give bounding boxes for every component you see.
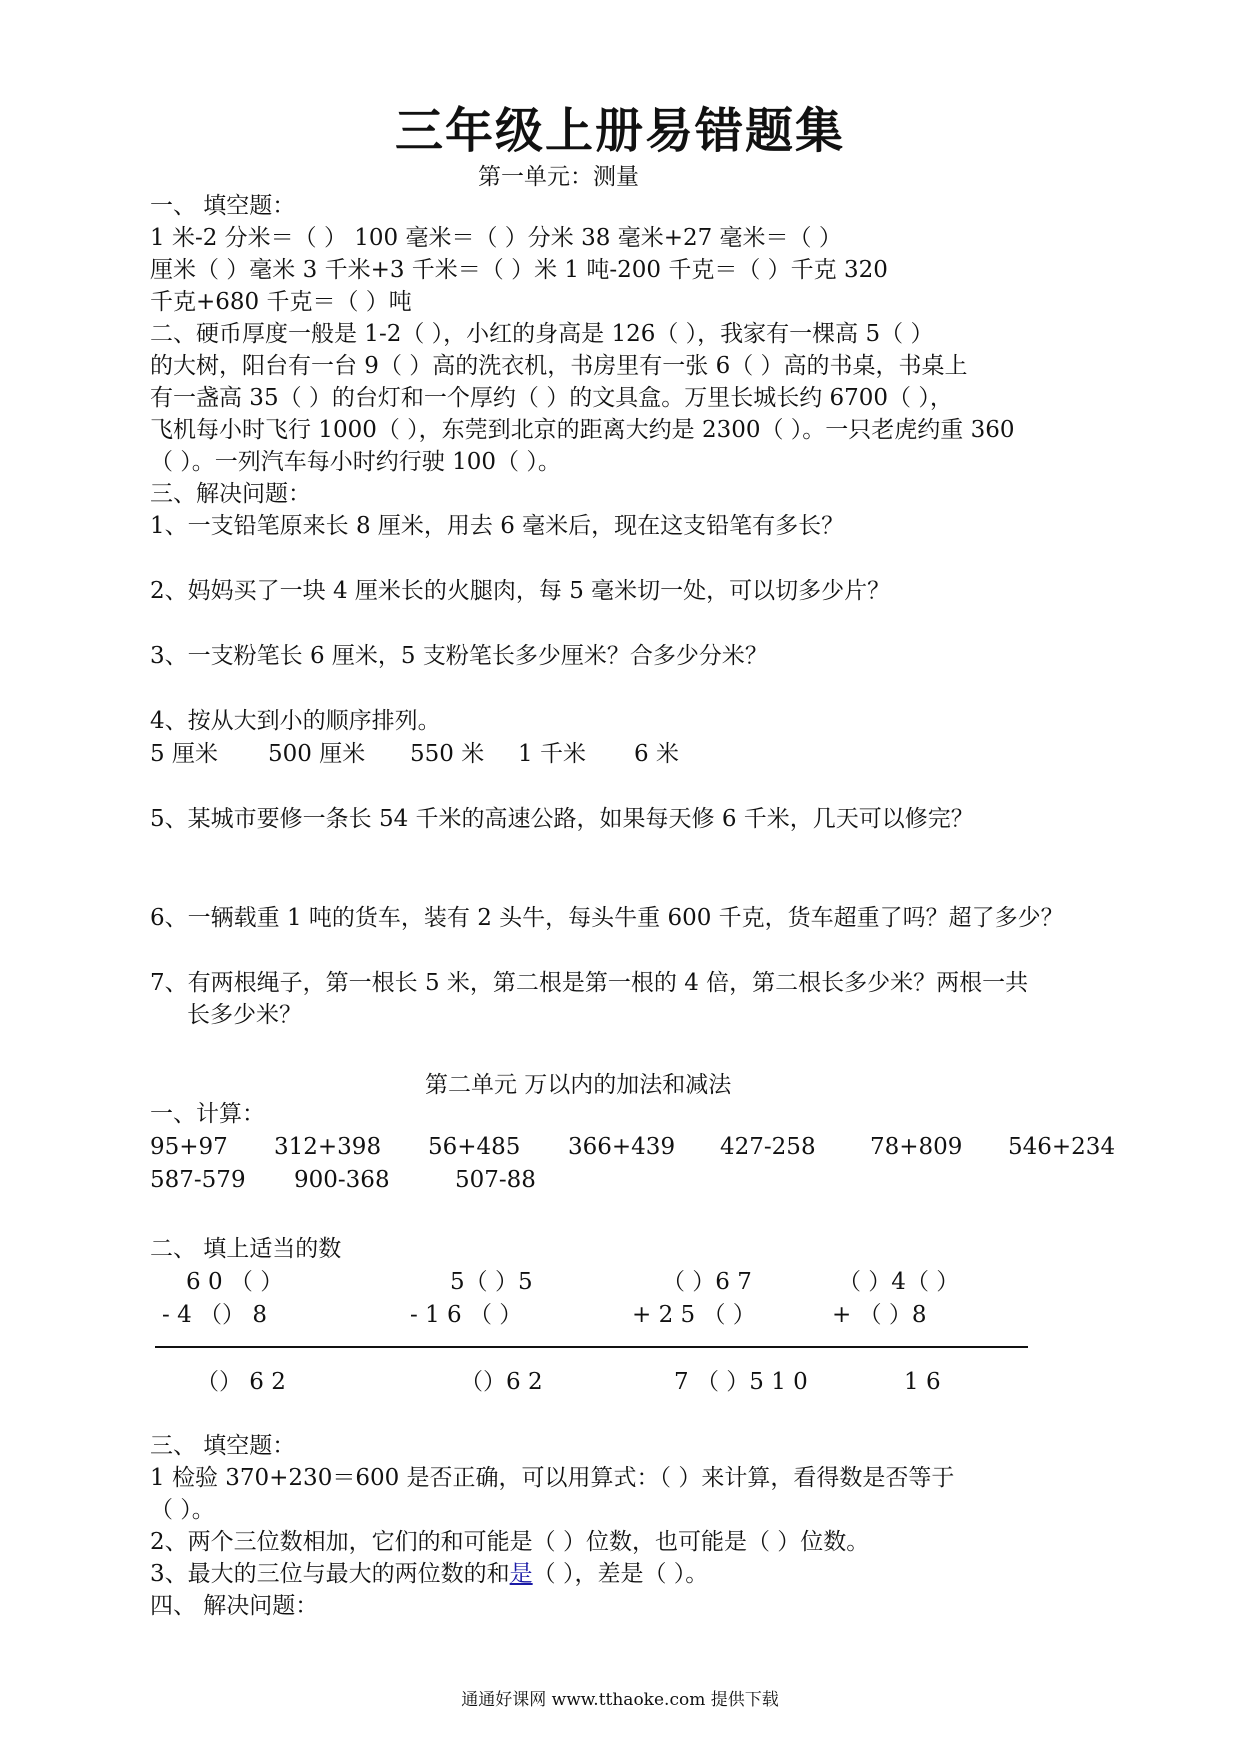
unit1-section2-line-5: （ ）。一列汽车每小时约行驶 100（ ）。 xyxy=(150,449,561,475)
vertical-calc-rule xyxy=(155,1346,1028,1348)
unit1-question-6: 6、一辆载重 1 吨的货车，装有 2 头牛，每头牛重 600 千克，货车超重了吗？超了多少？ xyxy=(150,905,1064,931)
unit1-question-1: 1、一支铅笔原来长 8 厘米，用去 6 毫米后，现在这支铅笔有多长？ xyxy=(150,513,845,539)
unit1-question-7-line-1: 7、有两根绳子，第一根长 5 米，第二根是第一根的 4 倍，第二根长多少米？两根一共 xyxy=(150,970,1029,996)
calc-item: 78+809 xyxy=(870,1134,963,1160)
unit2-fill-1-line-2: （ ）。 xyxy=(150,1497,215,1523)
calc-item: 366+439 xyxy=(568,1134,676,1160)
unit2-fill-2: 2、两个三位数相加，它们的和可能是（ ）位数，也可能是（ ）位数。 xyxy=(150,1529,870,1555)
vertical-top: （ ）4（ ） xyxy=(838,1269,960,1295)
unit1-section1-title: 一、 填空题： xyxy=(150,193,296,219)
unit1-question-7-line-2: 长多少米？ xyxy=(187,1002,302,1028)
unit1-section2-line-2: 的大树，阳台有一台 9（ ）高的洗衣机，书房里有一张 6（ ）高的书桌，书桌上 xyxy=(150,353,968,379)
unit1-fill-line-3: 千克+680 千克＝（ ）吨 xyxy=(150,289,412,315)
unit2-heading: 第二单元 万以内的加法和减法 xyxy=(425,1072,732,1098)
unit2-section3-title: 三、 填空题： xyxy=(150,1433,296,1459)
calc-item: 507-88 xyxy=(455,1167,536,1193)
unit1-section2-line-3: 有一盏高 35（ ）的台灯和一个厚约（ ）的文具盒。万里长城长约 6700（ ）， xyxy=(150,385,953,411)
unit2-fill-3-link[interactable]: 是 xyxy=(509,1561,533,1587)
vertical-top: 6 0 （ ） xyxy=(186,1269,284,1295)
order-item: 550 米 xyxy=(410,741,485,767)
vertical-middle: + 2 5 （ ） xyxy=(632,1302,756,1328)
unit1-heading: 第一单元：测量 xyxy=(478,164,639,190)
vertical-bottom: 1 6 xyxy=(904,1369,941,1395)
calc-item: 587-579 xyxy=(150,1167,246,1193)
vertical-bottom: （）6 2 xyxy=(460,1369,543,1395)
unit2-section2-title: 二、 填上适当的数 xyxy=(150,1236,342,1262)
vertical-top: 5（ ）5 xyxy=(450,1269,533,1295)
unit1-section2-line-4: 飞机每小时飞行 1000（ ），东莞到北京的距离大约是 2300（ ）。一只老虎约重 360 xyxy=(150,417,1015,443)
unit1-fill-line-1: 1 米-2 分米＝（ ） 100 毫米＝（ ）分米 38 毫米+27 毫米＝（ ） xyxy=(150,225,842,251)
vertical-bottom: （） 6 2 xyxy=(196,1369,286,1395)
order-item: 1 千米 xyxy=(518,741,586,767)
order-item: 500 厘米 xyxy=(268,741,366,767)
page-footer: 通通好课网 www.tthaoke.com 提供下载 xyxy=(461,1690,779,1710)
calc-item: 427-258 xyxy=(720,1134,816,1160)
unit2-fill-3-tail: （ ），差是（ ）。 xyxy=(532,1561,709,1587)
vertical-top: （ ）6 7 xyxy=(662,1269,752,1295)
unit2-fill-1-line-1: 1 检验 370+230＝600 是否正确，可以用算式：（ ）来计算，看得数是否等于 xyxy=(150,1465,955,1491)
unit2-section4-title: 四、 解决问题： xyxy=(150,1593,319,1619)
order-item: 5 厘米 xyxy=(150,741,218,767)
unit1-section3-title: 三、解决问题： xyxy=(150,481,311,507)
unit2-fill-3 xyxy=(150,1558,708,1591)
calc-item: 546+234 xyxy=(1008,1134,1116,1160)
order-item: 6 米 xyxy=(634,741,679,767)
unit2-section1-title: 一、计算： xyxy=(150,1101,265,1127)
vertical-middle: + （ ）8 xyxy=(832,1302,927,1328)
unit1-question-5: 5、某城市要修一条长 54 千米的高速公路，如果每天修 6 千米，几天可以修完？ xyxy=(150,806,974,832)
unit1-question-4: 4、按从大到小的顺序排列。 xyxy=(150,708,441,734)
unit1-question-3: 3、一支粉笔长 6 厘米，5 支粉笔长多少厘米？合多少分米？ xyxy=(150,643,768,669)
unit1-question-2: 2、妈妈买了一块 4 厘米长的火腿肉，每 5 毫米切一处，可以切多少片？ xyxy=(150,578,891,604)
vertical-middle: - 4 （） 8 xyxy=(162,1302,267,1328)
calc-item: 56+485 xyxy=(428,1134,521,1160)
calc-item: 900-368 xyxy=(294,1167,390,1193)
vertical-middle: - 1 6 （ ） xyxy=(410,1302,523,1328)
unit1-fill-line-2: 厘米（ ）毫米 3 千米+3 千米＝（ ）米 1 吨-200 千克＝（ ）千克 320 xyxy=(150,257,888,283)
unit2-fill-3-text: 3、最大的三位与最大的两位数的和 xyxy=(150,1561,510,1587)
document-title: 三年级上册易错题集 xyxy=(394,103,845,159)
unit1-section2-line-1: 二、硬币厚度一般是 1-2（ ），小红的身高是 126（ ），我家有一棵高 5（ ） xyxy=(150,321,934,347)
calc-item: 312+398 xyxy=(274,1134,382,1160)
vertical-bottom: 7 （ ）5 1 0 xyxy=(674,1369,808,1395)
calc-item: 95+97 xyxy=(150,1134,228,1160)
